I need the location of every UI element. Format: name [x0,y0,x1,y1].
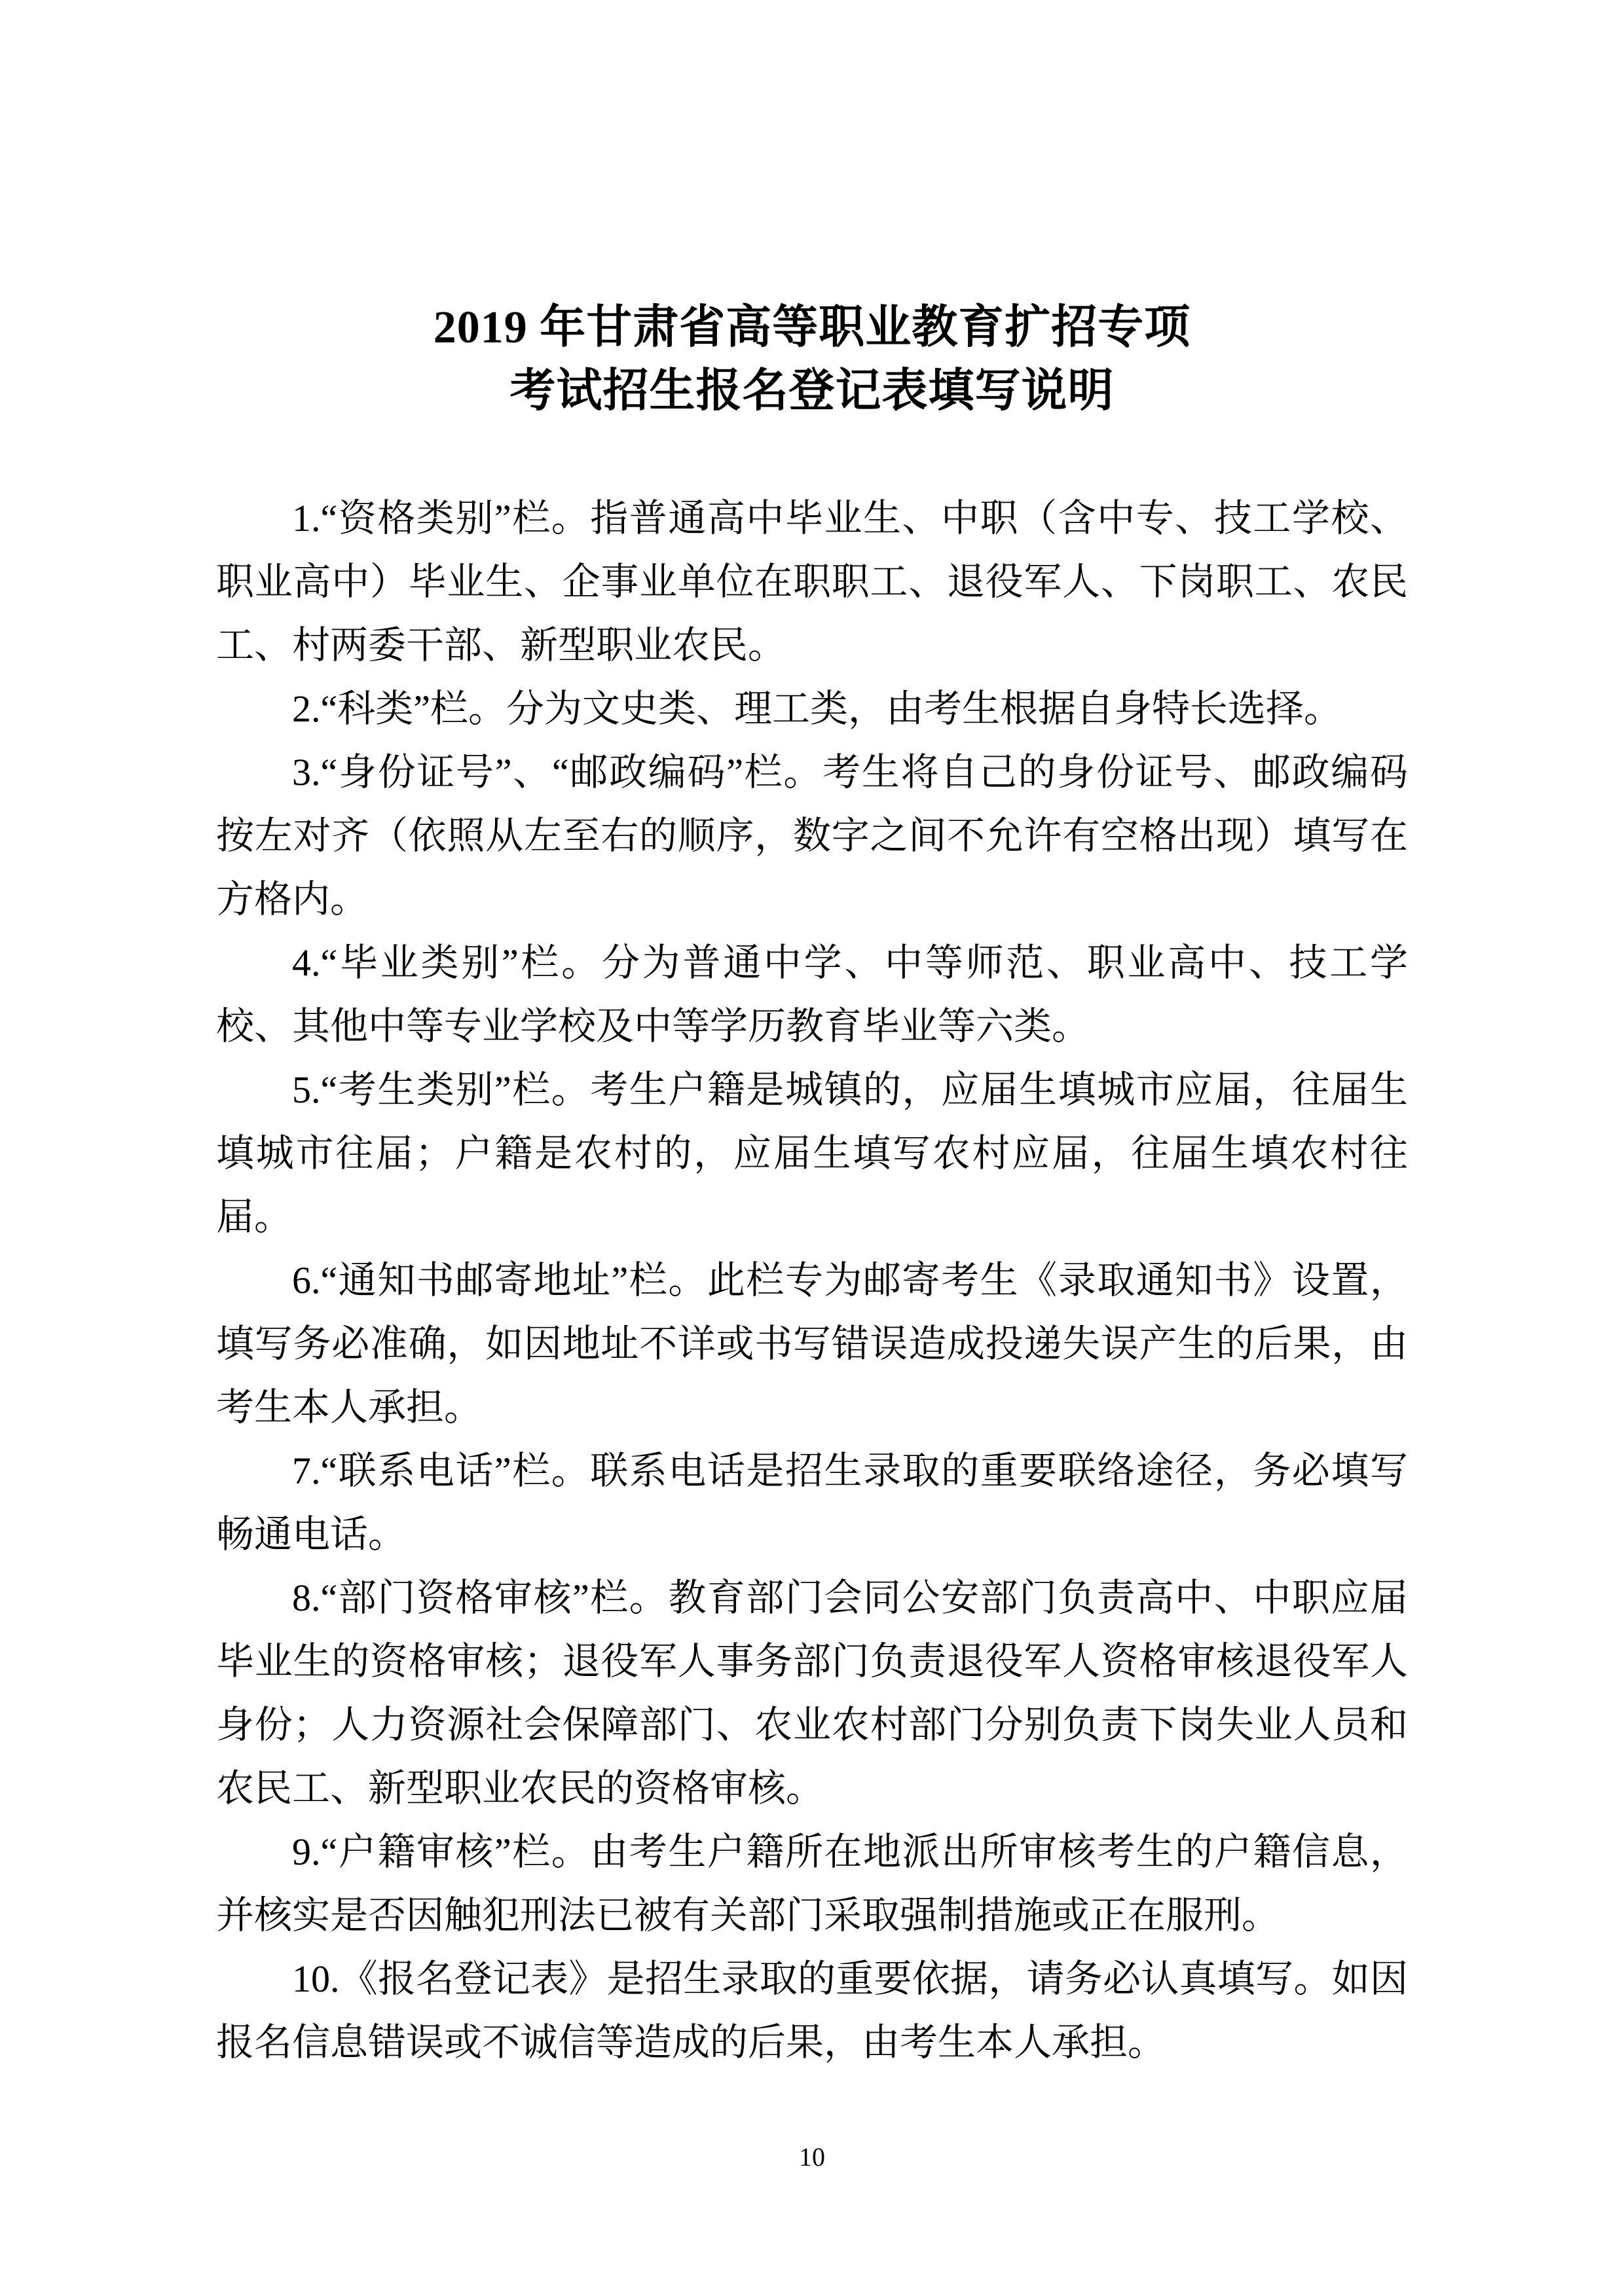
instruction-paragraph-5: 5.“考生类别”栏。考生户籍是城镇的，应届生填城市应届，往届生填城市往届；户籍是农村的，应届生填写农村应届，往届生填农村往届。 [216,1068,1408,1238]
instruction-paragraph-9: 9.“户籍审核”栏。由考生户籍所在地派出所审核考生的户籍信息，并核实是否因触犯刑法已被有关部门采取强制措施或正在服刑。 [216,1831,1408,1937]
instruction-paragraph-1: 1.“资格类别”栏。指普通高中毕业生、中职（含中专、技工学校、职业高中）毕业生、企事业单位在职职工、退役军人、下岗职工、农民工、村两委干部、新型职业农民。 [216,497,1408,666]
page-number: 10 [799,2142,825,2172]
instruction-paragraph-6: 6.“通知书邮寄地址”栏。此栏专为邮寄考生《录取通知书》设置，填写务必准确，如因地址不详或书写错误造成投递失误产生的后果，由考生本人承担。 [216,1259,1408,1429]
instruction-paragraph-3: 3.“身份证号”、“邮政编码”栏。考生将自己的身份证号、邮政编码按左对齐（依照从左至右的顺序，数字之间不允许有空格出现）填写在方格内。 [216,751,1408,920]
instruction-paragraph-8: 8.“部门资格审核”栏。教育部门会同公安部门负责高中、中职应届毕业生的资格审核；退役军人事务部门负责退役军人资格审核退役军人身份；人力资源社会保障部门、农业农村部门分别负责下岗失业人员和农民工、新型职业农民的资格审核。 [216,1576,1408,1810]
instruction-paragraph-7: 7.“联系电话”栏。联系电话是招生录取的重要联络途径，务必填写畅通电话。 [216,1449,1408,1556]
instructions-list [216,486,1408,2074]
title-line-2: 考试招生报名登记表填写说明 [509,366,1115,416]
title-line-1: 2019 年甘肃省高等职业教育扩招专项 [433,302,1191,353]
instruction-paragraph-10: 10.《报名登记表》是招生录取的重要依据，请务必认真填写。如因报名信息错误或不诚信等造成的后果，由考生本人承担。 [216,1958,1408,2064]
document-title [216,296,1408,423]
instruction-paragraph-2: 2.“科类”栏。分为文史类、理工类，由考生根据自身特长选择。 [292,687,1342,730]
instruction-paragraph-4: 4.“毕业类别”栏。分为普通中学、中等师范、职业高中、技工学校、其他中等专业学校及中等学历教育毕业等六类。 [216,941,1408,1048]
